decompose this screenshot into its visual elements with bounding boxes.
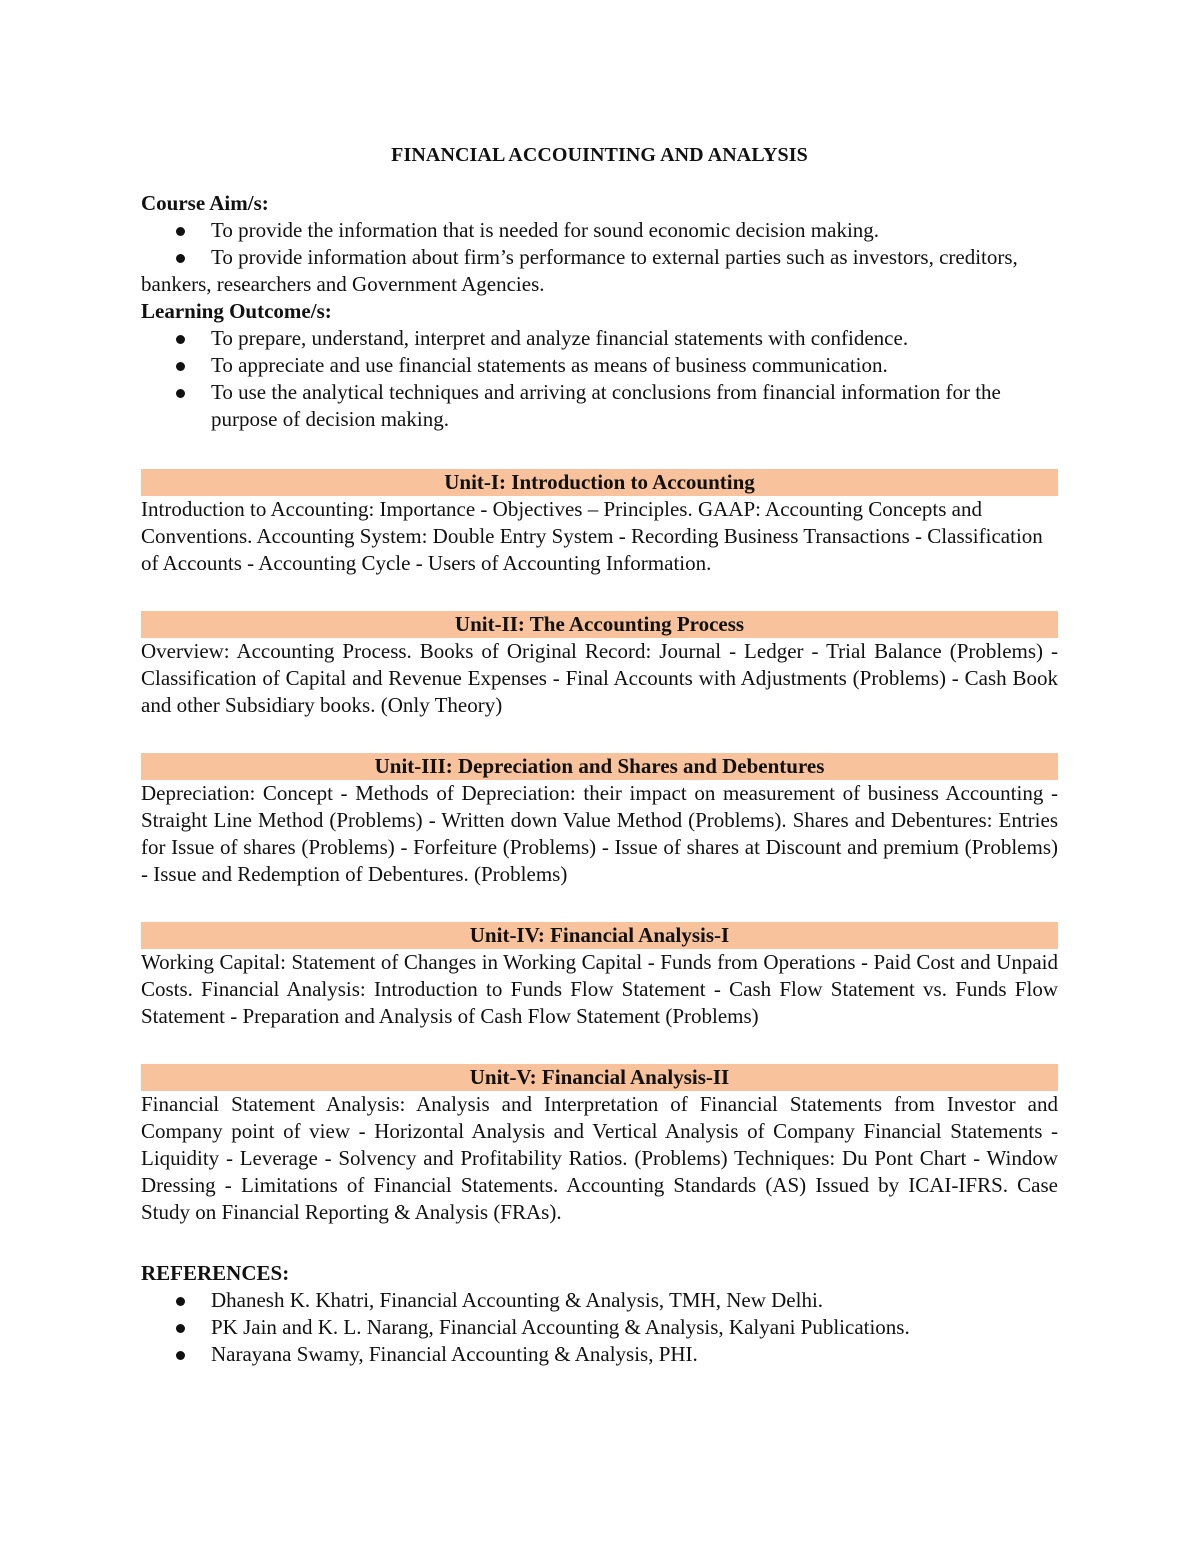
references-heading: REFERENCES: [141,1261,290,1285]
unit-section-4 [141,922,1058,1030]
unit-body: Introduction to Accounting: Importance - Objectives – Principles. GAAP: Accounting Concepts and Conventions. Accounting System: Double Entry System - Recording Business Transactions - Classification of Accounts - Accounting Cycle - Users of Accounting Information. [141,497,1043,575]
list-item-text: Narayana Swamy, Financial Accounting & Analysis, PHI. [211,1342,698,1366]
bullet-icon [176,362,185,371]
unit-title: Unit-II: The Accounting Process [141,611,1058,638]
bullet-icon [176,1297,185,1306]
unit-title: Unit-V: Financial Analysis-II [141,1064,1058,1091]
list-item-text: To provide the information that is needed for sound economic decision making. [211,218,880,242]
spacer [141,888,1058,922]
bullet-icon [176,254,185,263]
unit-title: Unit-III: Depreciation and Shares and Debentures [141,753,1058,780]
list-item-text: To prepare, understand, interpret and analyze financial statements with confidence. [211,326,909,350]
unit-section-5 [141,1064,1058,1226]
list-item [141,325,1058,352]
bullet-icon [176,1324,185,1333]
list-item-text: Dhanesh K. Khatri, Financial Accounting & Analysis, TMH, New Delhi. [211,1288,824,1312]
list-item-text: To use the analytical techniques and arriving at conclusions from financial information for the purpose of decision making. [211,380,1001,431]
list-item [141,379,1058,433]
unit-section-3 [141,753,1058,888]
list-item-text: To provide information about firm’s performance to external parties such as investors, creditors, bankers, researchers and Government Agencies. [141,245,1018,296]
list-item-text: PK Jain and K. L. Narang, Financial Accounting & Analysis, Kalyani Publications. [211,1315,910,1339]
references-list [141,1287,1058,1368]
unit-body: Working Capital: Statement of Changes in Working Capital - Funds from Operations - Paid Cost and Unpaid Costs. Financial Analysis: Introduction to Funds Flow Statement - Cash Flow Statement vs. Funds Flow Statement - Preparation and Analysis of Cash Flow Statement (Problems) [141,950,1058,1028]
unit-section-2 [141,611,1058,719]
list-item [141,1341,1058,1368]
course-aims-heading: Course Aim/s: [141,191,269,215]
spacer [141,433,1058,469]
spacer [141,1226,1058,1260]
list-item [141,1287,1058,1314]
list-item [141,1314,1058,1341]
unit-body: Overview: Accounting Process. Books of Original Record: Journal - Ledger - Trial Balance (Problems) - Classification of Capital and Revenue Expenses - Final Accounts with Adjustments (Problems) - Cash Book and other Subsidiary books. (Only Theory) [141,639,1058,717]
spacer [141,577,1058,611]
bullet-icon [176,335,185,344]
document-title: FINANCIAL ACCOUINTING AND ANALYSIS [391,144,808,166]
bullet-icon [176,389,185,398]
list-item-text: To appreciate and use financial statements as means of business communication. [211,353,888,377]
unit-body: Financial Statement Analysis: Analysis and Interpretation of Financial Statements from Investor and Company point of view - Horizontal Analysis and Vertical Analysis of Company Financial Statements - Liquidity - Leverage - Solvency and Profitability Ratios. (Problems) Techniques: Du Pont Chart - Window Dressing - Limitations of Financial Statements. Accounting Standards (AS) Issued by ICAI-IFRS. Case Study on Financial Reporting & Analysis (FRAs). [141,1092,1058,1224]
list-item [141,244,1058,298]
spacer [141,719,1058,753]
spacer [141,1030,1058,1064]
list-item [141,217,1058,244]
unit-title: Unit-I: Introduction to Accounting [141,469,1058,496]
unit-body: Depreciation: Concept - Methods of Depreciation: their impact on measurement of business Accounting - Straight Line Method (Problems) - Written down Value Method (Problems). Shares and Debentures: Entries for Issue of shares (Problems) - Forfeiture (Problems) - Issue of shares at Discount and premium (Problems) - Issue and Redemption of Debentures. (Problems) [141,781,1058,886]
learning-outcomes-list [141,325,1058,433]
bullet-icon [176,1351,185,1360]
bullet-icon [176,227,185,236]
list-item [141,352,1058,379]
course-aims-list [141,217,1058,298]
unit-section-1 [141,469,1058,577]
unit-title: Unit-IV: Financial Analysis-I [141,922,1058,949]
learning-outcomes-heading: Learning Outcome/s: [141,299,332,323]
